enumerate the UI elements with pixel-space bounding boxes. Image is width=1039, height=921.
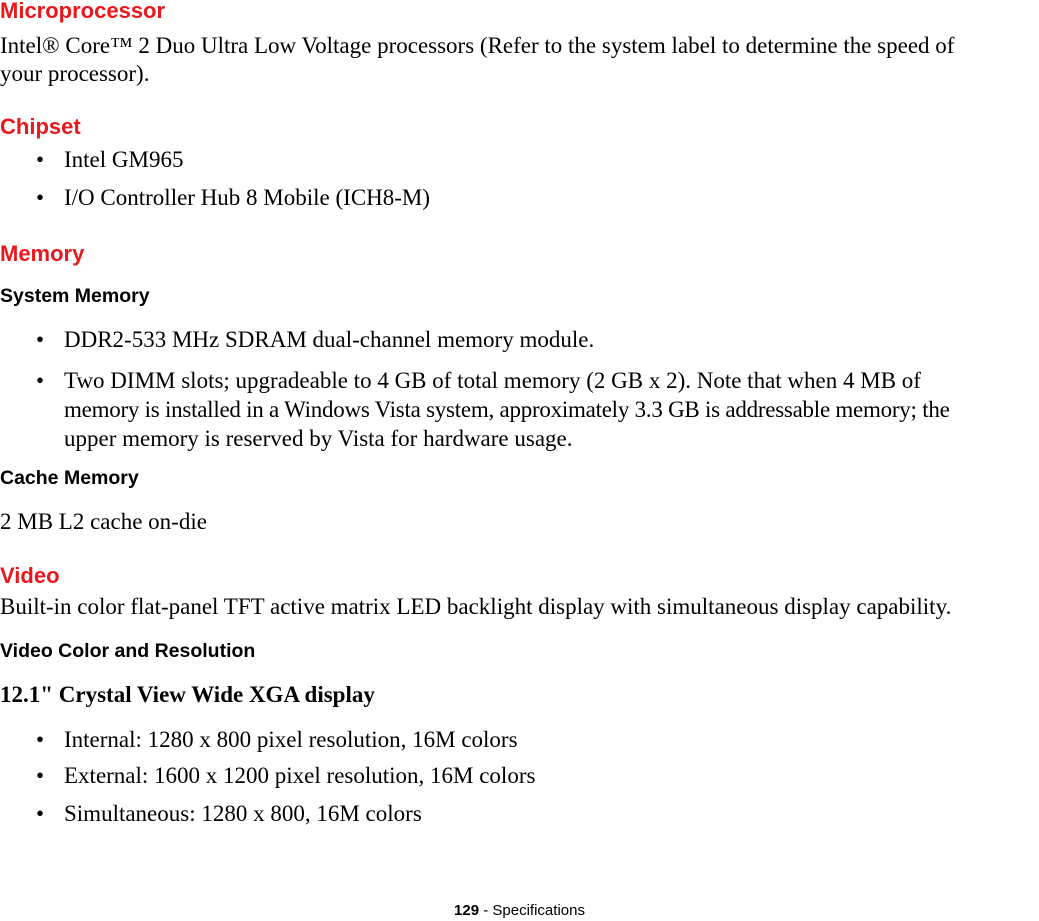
system-memory-item-text-line3: upper memory is reserved by Vista for hardware usage. [64, 426, 573, 451]
footer-section: Specifications [492, 902, 585, 919]
system-memory-item-text-line1: Two DIMM slots; upgradeable to 4 GB of total memory (2 GB x 2). Note that when 4 MB of [64, 368, 921, 393]
video-item-text: External: 1600 x 1200 pixel resolution, 16M colors [64, 763, 536, 788]
microprocessor-heading: Microprocessor [0, 0, 166, 23]
chipset-heading: Chipset [0, 114, 81, 139]
bullet-icon: • [36, 185, 45, 210]
footer-separator: - [479, 902, 493, 919]
system-memory-item-text-line2: memory is installed in a Windows Vista system, approximately 3.3 GB is addressable memory; the [64, 397, 950, 422]
bullet-icon: • [36, 801, 45, 826]
bullet-icon: • [36, 368, 45, 393]
cache-memory-text: 2 MB L2 cache on-die [0, 509, 207, 534]
page-number: 129 [454, 902, 480, 919]
bullet-icon: • [36, 327, 45, 352]
microprocessor-text-line1: Intel® Core™ 2 Duo Ultra Low Voltage processors (Refer to the system label to determine the speed of [0, 33, 955, 58]
video-item-text: Simultaneous: 1280 x 800, 16M colors [64, 801, 422, 826]
video-item-text: Internal: 1280 x 800 pixel resolution, 16M colors [64, 727, 518, 752]
video-text: Built-in color flat-panel TFT active matrix LED backlight display with simultaneous display capability. [0, 594, 952, 619]
system-memory-item-text: DDR2-533 MHz SDRAM dual-channel memory module. [64, 327, 595, 352]
memory-heading: Memory [0, 241, 85, 266]
bullet-icon: • [36, 147, 45, 172]
video-color-resolution-heading: Video Color and Resolution [0, 640, 256, 662]
chipset-item-text: I/O Controller Hub 8 Mobile (ICH8-M) [64, 185, 431, 210]
cache-memory-heading: Cache Memory [0, 467, 139, 489]
bullet-icon: • [36, 727, 45, 752]
chipset-item-text: Intel GM965 [64, 147, 184, 172]
video-heading: Video [0, 563, 60, 588]
display-title: 12.1" Crystal View Wide XGA display [0, 682, 375, 707]
page-footer [0, 902, 1039, 919]
system-memory-heading: System Memory [0, 285, 150, 307]
microprocessor-text-line2: your processor). [0, 61, 150, 86]
bullet-icon: • [36, 763, 45, 788]
